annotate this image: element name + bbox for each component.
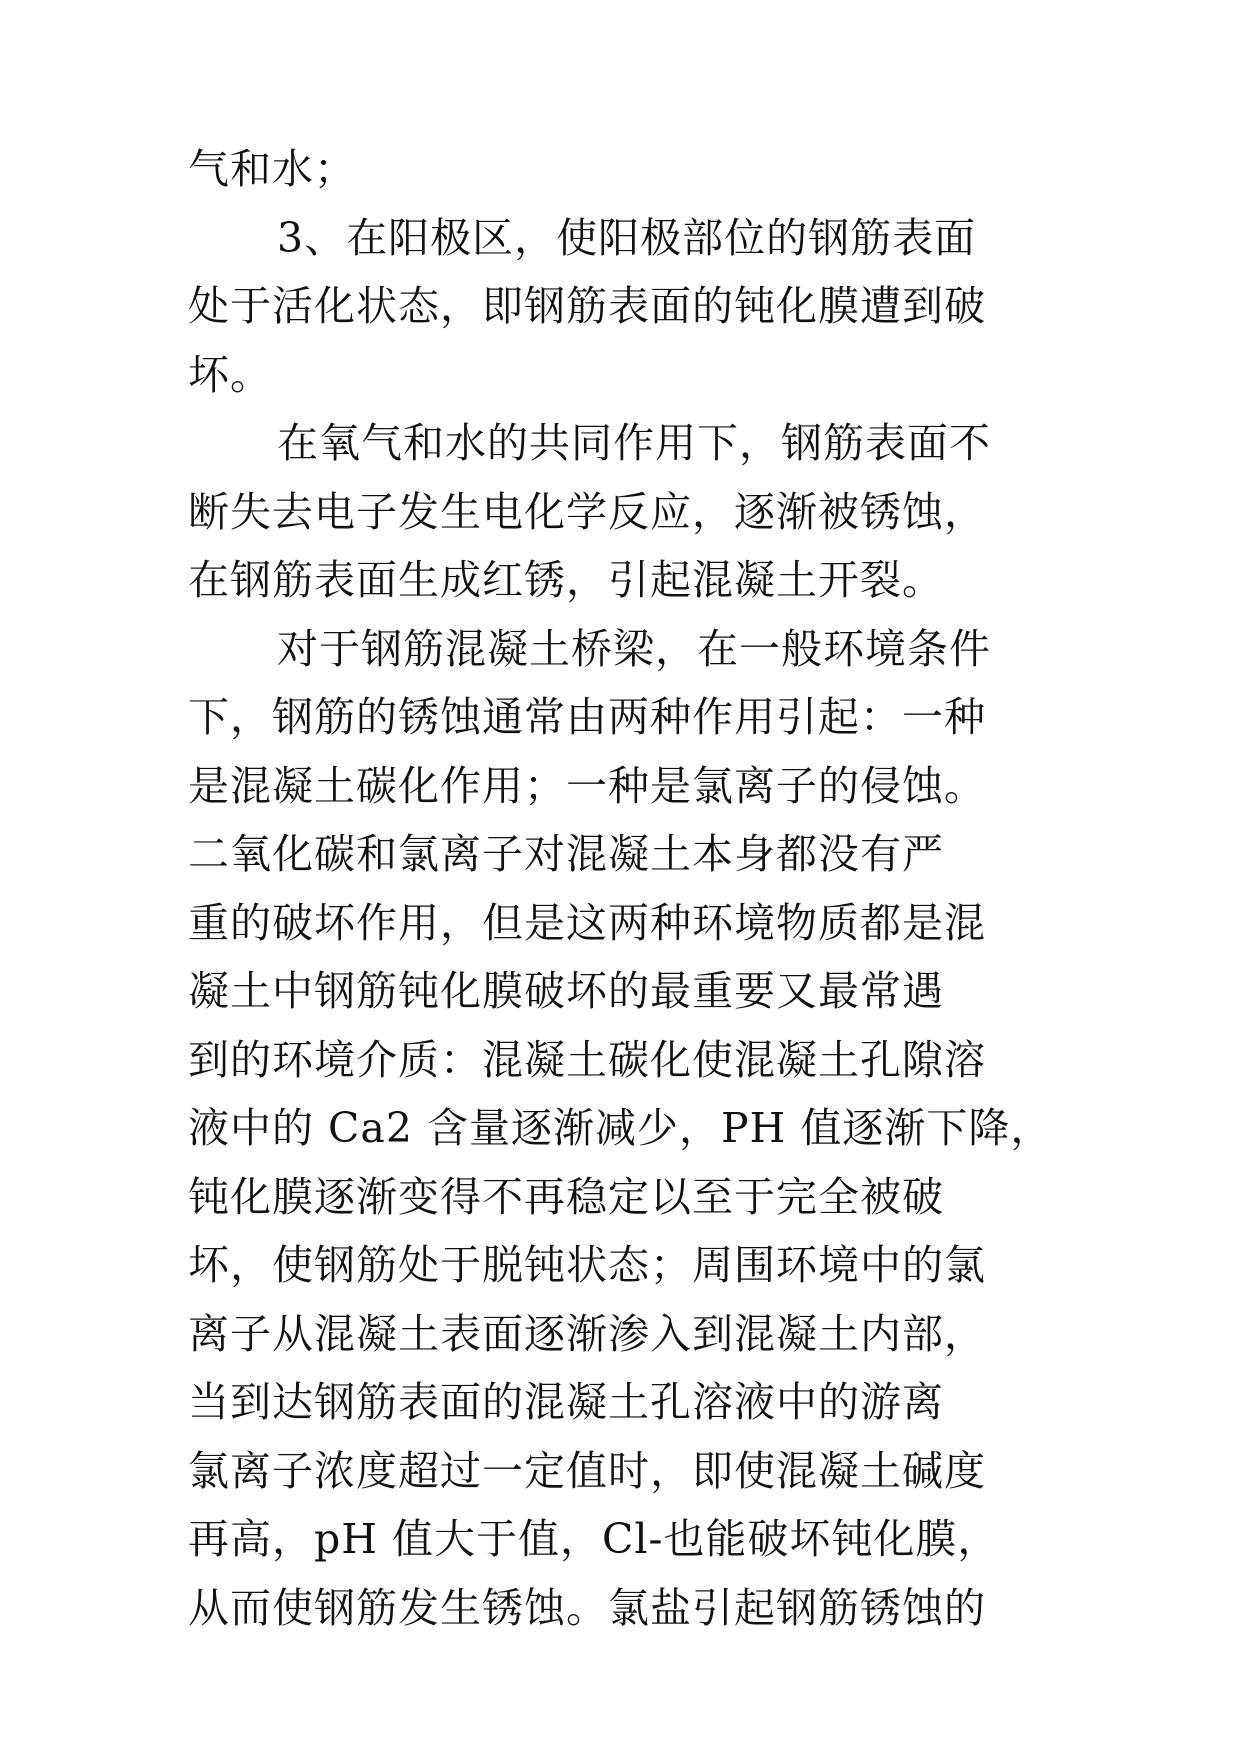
text-line: 处于活化状态，即钢筋表面的钝化膜遭到破 — [188, 282, 986, 330]
text-line: 到的环境介质：混凝土碳化使混凝土孔隙溶 — [188, 1035, 986, 1084]
text-line: 二氧化碳和氯离子对混凝土本身都没有严 — [188, 830, 944, 878]
text-line: 在钢筋表面生成红锈，引起混凝土开裂。 — [188, 556, 944, 604]
body-text — [188, 135, 1088, 1642]
text-line: 是混凝土碳化作用；一种是氯离子的侵蚀。 — [188, 761, 986, 810]
text-line: 从而使钢筋发生锈蚀。氯盐引起钢筋锈蚀的 — [188, 1583, 986, 1632]
text-line: 钝化膜逐渐变得不再稳定以至于完全被破 — [188, 1172, 944, 1221]
text-line: 对于钢筋混凝土桥梁，在一般环境条件 — [277, 624, 991, 673]
text-line: 3、在阳极区，使阳极部位的钢筋表面 — [277, 213, 977, 262]
text-line: 在氧气和水的共同作用下，钢筋表面不 — [277, 419, 991, 467]
text-line: 凝土中钢筋钝化膜破坏的最重要又最常遇 — [188, 967, 944, 1015]
text-line: 坏。 — [188, 350, 272, 399]
text-line: 下，钢筋的锈蚀通常由两种作用引起：一种 — [188, 693, 986, 741]
text-line: 气和水； — [188, 145, 356, 193]
text-line: 离子从混凝土表面逐渐渗入到混凝土内部， — [188, 1309, 986, 1358]
text-line: 再高，pH 值大于值，Cl-也能破坏钝化膜， — [188, 1515, 1000, 1563]
text-line: 断失去电子发生电化学反应，逐渐被锈蚀， — [188, 487, 986, 536]
text-line: 坏，使钢筋处于脱钝状态；周围环境中的氯 — [188, 1241, 986, 1289]
text-line: 氯离子浓度超过一定值时，即使混凝土碱度 — [188, 1446, 986, 1495]
text-line: 重的破坏作用，但是这两种环境物质都是混 — [188, 898, 986, 947]
text-line: 当到达钢筋表面的混凝土孔溶液中的游离 — [188, 1378, 944, 1426]
text-line: 液中的 Ca2 含量逐渐减少，PH 值逐渐下降， — [188, 1104, 1053, 1152]
